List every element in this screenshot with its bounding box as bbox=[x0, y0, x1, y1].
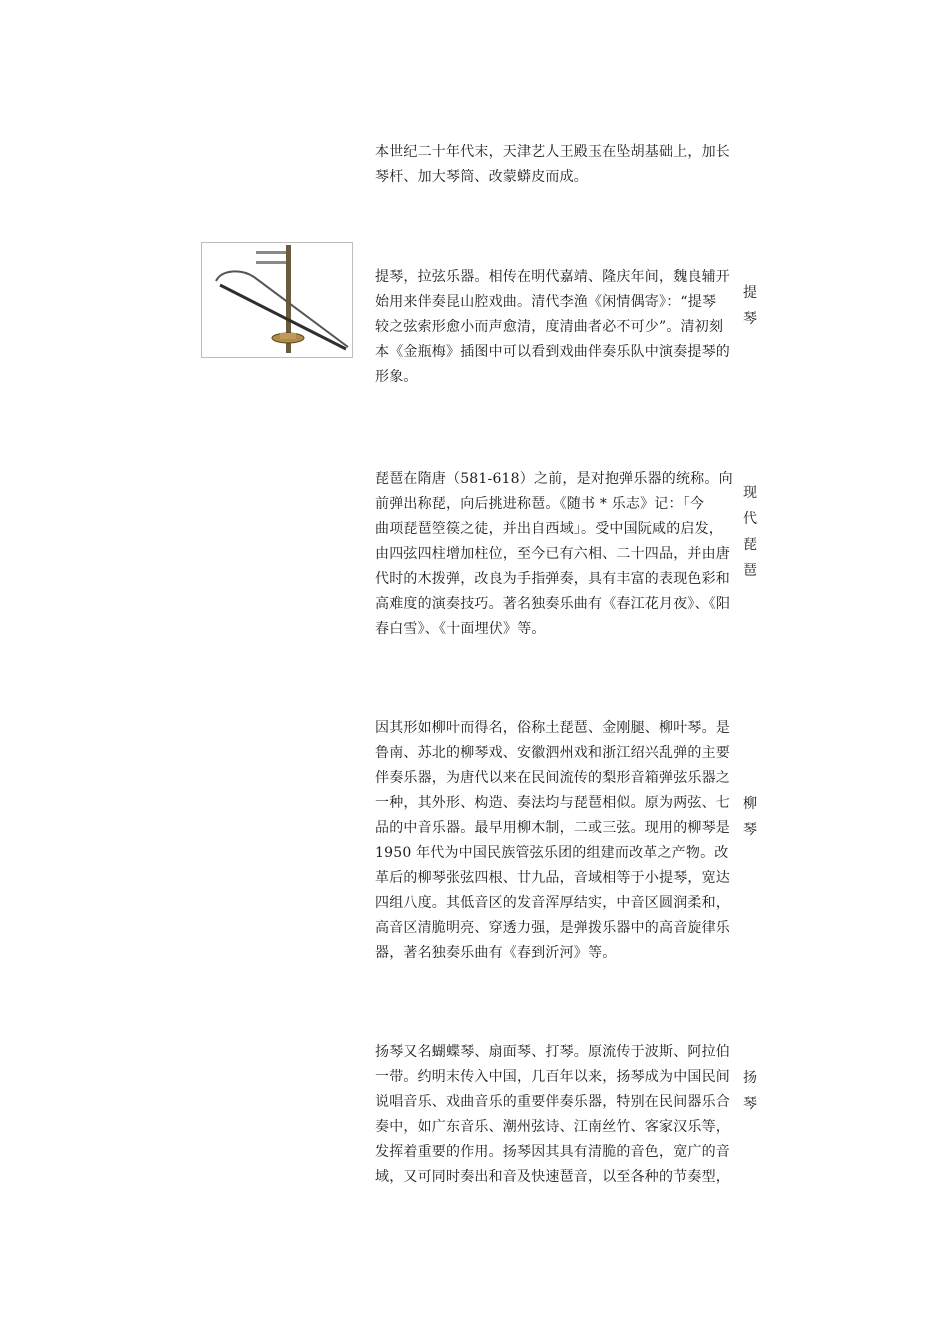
text-line: 一带。约明末传入中国，几百年以来，扬琴成为中国民间 bbox=[375, 1069, 730, 1085]
text-line: 始用来伴奏昆山腔戏曲。清代李渔《闲情偶寄》：“提琴 bbox=[375, 294, 717, 310]
label-char: 现 bbox=[743, 485, 757, 501]
text-line: 代时的木拨弹，改良为手指弹奏，具有丰富的表现色彩和 bbox=[375, 571, 730, 587]
label-char: 琴 bbox=[743, 311, 757, 327]
text-line: 前弹出称琵，向后挑进称琶。《随书 * 乐志》记：「今 bbox=[375, 496, 705, 512]
tiqin-image bbox=[201, 242, 353, 358]
text-line: 因其形如柳叶而得名，俗称土琵琶、金刚腿、柳叶琴。是 bbox=[375, 720, 730, 736]
paragraph-jinghu bbox=[375, 140, 731, 190]
section-label-liuqin bbox=[742, 791, 758, 843]
text-line: 一种，其外形、构造、奏法均与琵琶相似。原为两弦、七 bbox=[375, 795, 730, 811]
text-line: 发挥着重要的作用。扬琴因其具有清脆的音色，宽广的音 bbox=[375, 1144, 730, 1160]
text-line: 品的中音乐器。最早用柳木制，二或三弦。现用的柳琴是 bbox=[375, 820, 730, 836]
text-line: 鲁南、苏北的柳琴戏、安徽泗州戏和浙江绍兴乱弹的主要 bbox=[375, 745, 730, 761]
label-char: 提 bbox=[743, 285, 757, 301]
label-char: 扬 bbox=[743, 1070, 757, 1086]
text-line: 提琴，拉弦乐器。相传在明代嘉靖、隆庆年间，魏良辅开 bbox=[375, 269, 730, 285]
section-label-pipa bbox=[742, 480, 758, 584]
text-line: 较之弦索形愈小而声愈清，度清曲者必不可少”。清初刻 bbox=[375, 319, 724, 335]
text-line: 高音区清脆明亮、穿透力强，是弹拨乐器中的高音旋律乐 bbox=[375, 920, 730, 936]
text-line: 高难度的演奏技巧。著名独奏乐曲有《春江花月夜》、《阳 bbox=[375, 596, 731, 612]
label-char: 琶 bbox=[743, 563, 757, 579]
text-line: 器，著名独奏乐曲有《春到沂河》等。 bbox=[375, 945, 617, 961]
text-line: 琴杆、加大琴筒、改蒙蟒皮而成。 bbox=[375, 169, 588, 185]
section-label-tiqin bbox=[742, 280, 758, 332]
text-line: 伴奏乐器，为唐代以来在民间流传的梨形音箱弹弦乐器之 bbox=[375, 770, 730, 786]
text-line: 春白雪》、《十面埋伏》等。 bbox=[375, 621, 546, 637]
text-line: 琵琶在隋唐（581-618）之前，是对抱弹乐器的统称。向 bbox=[375, 471, 733, 487]
text-line: 奏中，如广东音乐、潮州弦诗、江南丝竹、客家汉乐等， bbox=[375, 1119, 730, 1135]
sound-box-body bbox=[280, 333, 296, 339]
text-line: 革后的柳琴张弦四根、廿九品，音域相等于小提琴，宽达 bbox=[375, 870, 730, 886]
text-line: 形象。 bbox=[375, 369, 418, 385]
text-line: 曲项琵琶箜篌之徒，并出自西域」。受中国阮咸的启发， bbox=[375, 521, 723, 537]
text-line: 扬琴又名蝴蝶琴、扇面琴、打琴。原流传于波斯、阿拉伯 bbox=[375, 1044, 730, 1060]
paragraph-yangqin bbox=[375, 1040, 731, 1190]
text-line: 由四弦四柱增加柱位，至今已有六相、二十四品，并由唐 bbox=[375, 546, 730, 562]
paragraph-liuqin bbox=[375, 716, 731, 966]
text-line: 说唱音乐、戏曲音乐的重要伴奏乐器，特别在民间器乐合 bbox=[375, 1094, 730, 1110]
label-char: 柳 bbox=[743, 796, 757, 812]
label-char: 琴 bbox=[743, 822, 757, 838]
paragraph-pipa bbox=[375, 467, 731, 642]
label-char: 琴 bbox=[743, 1096, 757, 1112]
section-label-yangqin bbox=[742, 1065, 758, 1117]
label-char: 代 bbox=[743, 511, 757, 527]
text-line: 本《金瓶梅》插图中可以看到戏曲伴奏乐队中演奏提琴的 bbox=[375, 344, 730, 360]
label-char: 琵 bbox=[743, 537, 757, 553]
text-line: 1950 年代为中国民族管弦乐团的组建而改革之产物。改 bbox=[375, 845, 729, 861]
text-line: 四组八度。其低音区的发音浑厚结实，中音区圆润柔和， bbox=[375, 895, 730, 911]
tuning-peg bbox=[256, 261, 286, 264]
text-line: 本世纪二十年代末，天津艺人王殿玉在坠胡基础上，加长 bbox=[375, 144, 730, 160]
paragraph-tiqin bbox=[375, 265, 731, 390]
tiqin-illustration bbox=[202, 243, 352, 357]
tuning-peg bbox=[256, 251, 286, 254]
text-line: 域，又可同时奏出和音及快速琶音，以至各种的节奏型， bbox=[375, 1169, 730, 1185]
